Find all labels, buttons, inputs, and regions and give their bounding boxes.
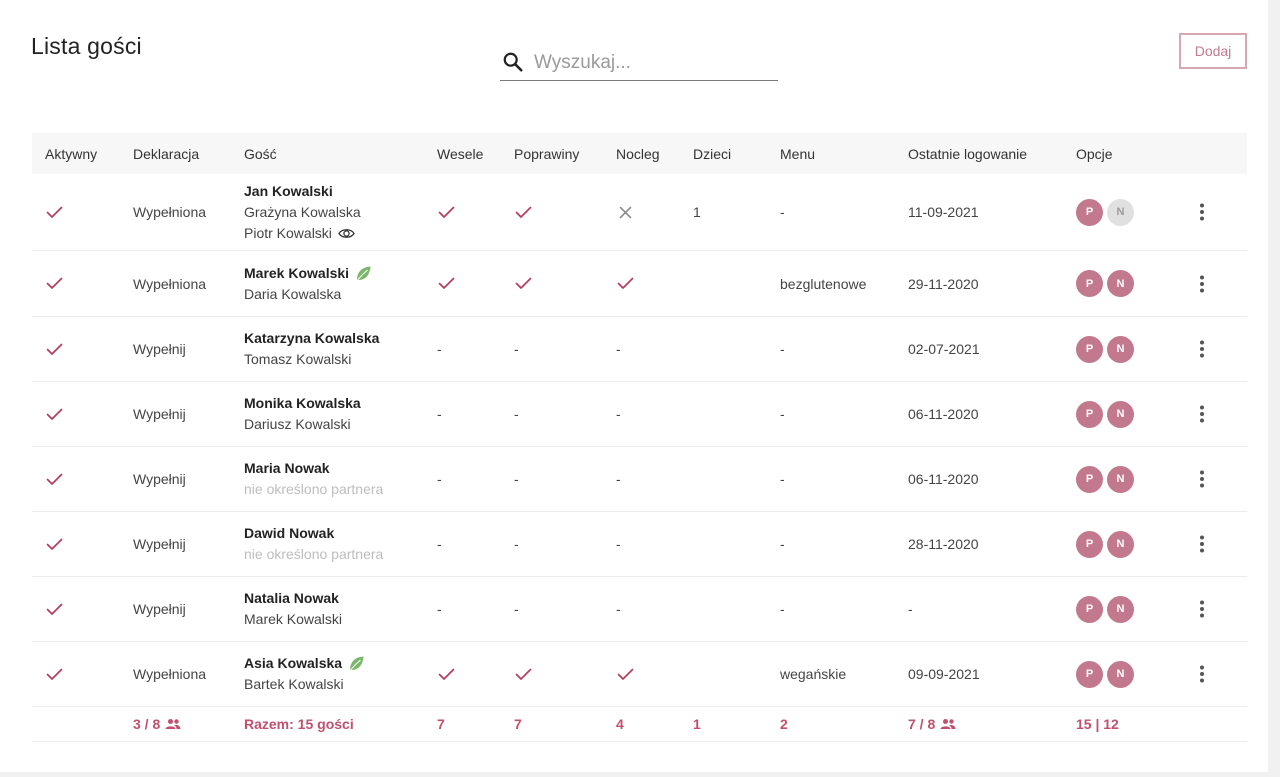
children-count: 1	[693, 204, 701, 220]
eye-icon[interactable]	[338, 225, 355, 242]
options-cell	[1076, 174, 1156, 250]
badge-p[interactable]: P	[1076, 531, 1103, 558]
table-row	[32, 512, 1247, 577]
child-line	[244, 223, 355, 244]
table-row	[32, 317, 1247, 382]
declaration-status: Wypełniona	[133, 666, 207, 682]
declaration-status[interactable]: Wypełnij	[133, 406, 186, 422]
header-active[interactable]: Aktywny	[45, 145, 98, 162]
options-cell	[1076, 512, 1156, 576]
guest-name[interactable]: Katarzyna Kowalska	[244, 330, 380, 346]
header-overnight[interactable]: Nocleg	[616, 145, 660, 162]
pop-cell	[514, 642, 594, 706]
active-cell	[45, 642, 105, 706]
badge-n[interactable]: N	[1107, 466, 1134, 493]
badge-p[interactable]: P	[1076, 401, 1103, 428]
children-count	[693, 382, 753, 446]
last-login-value: 06-11-2020	[908, 406, 979, 422]
table-row	[32, 251, 1247, 317]
header-wedding[interactable]: Wesele	[437, 145, 484, 162]
page-title: Lista gości	[31, 33, 142, 59]
partner-name: Grażyna Kowalska	[244, 203, 361, 220]
partner-name: nie określono partnera	[244, 546, 384, 562]
footer-afterparty: 7	[514, 716, 522, 732]
more-vertical-icon[interactable]	[1199, 600, 1205, 618]
declaration-status[interactable]: Wypełnij	[133, 536, 186, 552]
badge-p[interactable]: P	[1076, 199, 1103, 226]
menu-value: -	[780, 536, 785, 552]
check-icon	[515, 206, 532, 219]
declaration-status: Wypełniona	[133, 275, 207, 292]
footer-wedding: 7	[437, 716, 445, 732]
noc-cell	[616, 251, 676, 316]
people-icon	[165, 718, 181, 730]
badge-n[interactable]: N	[1107, 661, 1134, 688]
check-icon	[46, 206, 63, 219]
guest-name-line	[244, 328, 379, 349]
last-login-value: 02-07-2021	[908, 341, 980, 357]
guest-name-line	[244, 181, 333, 202]
more-vertical-icon[interactable]	[1199, 535, 1205, 553]
guest-name-line	[244, 523, 334, 544]
options-cell	[1076, 642, 1156, 706]
row-menu-button[interactable]	[1192, 382, 1212, 446]
search-box	[500, 46, 778, 81]
pop-cell: -	[514, 471, 519, 487]
menu-value: -	[780, 471, 785, 487]
wes-cell	[437, 642, 497, 706]
guest-cell	[244, 317, 429, 381]
children-count	[693, 512, 753, 576]
guest-name[interactable]: Dawid Nowak	[244, 525, 335, 541]
check-icon	[515, 668, 532, 681]
active-cell	[45, 317, 105, 381]
options-cell	[1076, 382, 1156, 446]
check-icon	[46, 538, 63, 551]
wes-cell: -	[437, 601, 442, 617]
footer-menu: 2	[780, 716, 788, 732]
partner-name: Bartek Kowalski	[244, 676, 344, 692]
noc-cell	[616, 174, 676, 250]
more-vertical-icon[interactable]	[1199, 405, 1205, 423]
last-login-value: -	[908, 601, 913, 617]
guest-name-line	[244, 393, 361, 414]
active-cell	[45, 174, 105, 250]
partner-name: nie określono partnera	[244, 481, 384, 497]
options-cell	[1076, 447, 1156, 511]
menu-value: -	[780, 601, 785, 617]
more-vertical-icon[interactable]	[1199, 275, 1205, 293]
guest-cell	[244, 382, 429, 446]
wes-cell	[437, 174, 497, 250]
footer-last-login	[908, 707, 1058, 741]
active-cell	[45, 577, 105, 641]
badge-p[interactable]: P	[1076, 270, 1103, 297]
guest-name[interactable]: Marek Kowalski	[244, 264, 350, 281]
row-menu-button[interactable]	[1192, 447, 1212, 511]
guest-name[interactable]: Natalia Nowak	[244, 590, 339, 606]
check-icon	[46, 277, 63, 290]
noc-cell	[616, 642, 676, 706]
partner-name: Tomasz Kowalski	[244, 351, 352, 367]
check-icon	[46, 668, 63, 681]
menu-value: -	[780, 406, 785, 422]
check-icon	[438, 277, 455, 290]
leaf-icon	[348, 655, 365, 672]
guest-cell	[244, 174, 429, 250]
row-menu-button[interactable]	[1192, 577, 1212, 641]
table-row	[32, 577, 1247, 642]
search-icon	[502, 51, 524, 73]
row-menu-button[interactable]	[1192, 642, 1212, 706]
footer-overnight: 4	[616, 716, 624, 732]
guest-name[interactable]: Asia Kowalska	[244, 655, 343, 671]
pop-cell: -	[514, 536, 519, 552]
noc-cell: -	[616, 536, 621, 552]
children-count	[693, 642, 753, 706]
wes-cell: -	[437, 471, 442, 487]
guest-name[interactable]: Jan Kowalski	[244, 182, 333, 199]
menu-value: bezglutenowe	[780, 275, 867, 292]
last-login-value: 29-11-2020	[908, 275, 979, 292]
active-cell	[45, 447, 105, 511]
check-icon	[46, 603, 63, 616]
partner-name: Marek Kowalski	[244, 611, 343, 627]
row-menu-button[interactable]	[1192, 174, 1212, 250]
menu-value: -	[780, 204, 785, 220]
footer-declaration-count: 3 / 8	[133, 716, 161, 732]
declaration-status: Wypełniona	[133, 204, 207, 220]
header-options: Opcje	[1076, 145, 1113, 162]
badge-n[interactable]: N	[1107, 270, 1134, 297]
check-icon	[515, 277, 532, 290]
options-cell	[1076, 317, 1156, 381]
guest-cell	[244, 447, 429, 511]
guest-cell	[244, 577, 429, 641]
options-cell	[1076, 577, 1156, 641]
table-row	[32, 382, 1247, 447]
children-count	[693, 251, 753, 316]
check-icon	[438, 206, 455, 219]
footer-last-login-count: 7 / 8	[908, 716, 936, 732]
noc-cell: -	[616, 341, 621, 357]
check-icon	[46, 408, 63, 421]
wes-cell: -	[437, 341, 442, 357]
people-icon	[940, 718, 956, 730]
header-last-login[interactable]: Ostatnie logowanie	[908, 145, 1028, 162]
table-body	[32, 174, 1247, 707]
footer-guest-total: Razem: 15 gości	[244, 716, 354, 732]
more-vertical-icon[interactable]	[1199, 203, 1205, 221]
guest-cell	[244, 251, 429, 316]
badge-p[interactable]: P	[1076, 596, 1103, 623]
row-menu-button[interactable]	[1192, 317, 1212, 381]
guest-name-line	[244, 458, 330, 479]
pop-cell: -	[514, 341, 519, 357]
badge-n[interactable]: N	[1107, 336, 1134, 363]
guest-name[interactable]: Monika Kowalska	[244, 395, 361, 411]
menu-value: wegańskie	[780, 666, 847, 682]
table-row	[32, 174, 1247, 251]
header-menu[interactable]: Menu	[780, 145, 816, 162]
wes-cell	[437, 251, 497, 316]
declaration-status[interactable]: Wypełnij	[133, 341, 186, 357]
badge-n[interactable]: N	[1107, 531, 1134, 558]
declaration-status[interactable]: Wypełnij	[133, 471, 186, 487]
cross-icon	[619, 206, 632, 219]
check-icon	[46, 473, 63, 486]
badge-p[interactable]: P	[1076, 336, 1103, 363]
guest-name[interactable]: Maria Nowak	[244, 460, 330, 476]
partner-name: Dariusz Kowalski	[244, 416, 351, 432]
badge-n[interactable]: N	[1107, 401, 1134, 428]
active-cell	[45, 251, 105, 316]
wes-cell: -	[437, 406, 442, 422]
last-login-value: 06-11-2020	[908, 471, 979, 487]
guest-cell	[244, 512, 429, 576]
partner-name: Daria Kowalska	[244, 285, 342, 302]
declaration-status[interactable]: Wypełnij	[133, 601, 186, 617]
active-cell	[45, 382, 105, 446]
footer-options: 15 | 12	[1076, 716, 1119, 732]
footer-children: 1	[693, 716, 701, 732]
more-vertical-icon[interactable]	[1199, 340, 1205, 358]
wes-cell: -	[437, 536, 442, 552]
last-login-value: 09-09-2021	[908, 666, 980, 682]
table-header	[32, 133, 1247, 174]
noc-cell: -	[616, 406, 621, 422]
guest-table	[32, 133, 1247, 742]
header-declaration[interactable]: Deklaracja	[133, 145, 200, 162]
check-icon	[438, 668, 455, 681]
pop-cell: -	[514, 601, 519, 617]
options-cell	[1076, 251, 1156, 316]
active-cell	[45, 512, 105, 576]
header-guest[interactable]: Gość	[244, 145, 277, 162]
last-login-value: 28-11-2020	[908, 536, 979, 552]
header-afterparty[interactable]: Poprawiny	[514, 145, 580, 162]
row-menu-button[interactable]	[1192, 251, 1212, 316]
guest-name-line	[244, 263, 372, 284]
pop-cell	[514, 174, 594, 250]
guest-name-line	[244, 588, 339, 609]
guest-name-line	[244, 653, 365, 674]
badge-p[interactable]: P	[1076, 466, 1103, 493]
noc-cell: -	[616, 601, 621, 617]
table-footer	[32, 707, 1247, 742]
check-icon	[617, 668, 634, 681]
last-login-value: 11-09-2021	[908, 204, 979, 220]
footer-declaration	[133, 707, 233, 741]
search-input[interactable]	[534, 48, 774, 78]
check-icon	[46, 343, 63, 356]
leaf-icon	[355, 265, 372, 282]
noc-cell: -	[616, 471, 621, 487]
more-vertical-icon[interactable]	[1199, 470, 1205, 488]
check-icon	[617, 277, 634, 290]
badge-n[interactable]: N	[1107, 596, 1134, 623]
add-guest-button[interactable]: Dodaj	[1179, 33, 1247, 69]
children-count	[693, 317, 753, 381]
more-vertical-icon[interactable]	[1199, 665, 1205, 683]
table-row	[32, 642, 1247, 707]
badge-p[interactable]: P	[1076, 661, 1103, 688]
table-row	[32, 447, 1247, 512]
pop-cell: -	[514, 406, 519, 422]
header-children[interactable]: Dzieci	[693, 145, 732, 162]
menu-value: -	[780, 341, 785, 357]
children-count	[693, 447, 753, 511]
child-name: Piotr Kowalski	[244, 224, 332, 241]
badge-n[interactable]: N	[1107, 199, 1134, 226]
pop-cell	[514, 251, 594, 316]
children-count	[693, 577, 753, 641]
guest-cell	[244, 642, 429, 706]
row-menu-button[interactable]	[1192, 512, 1212, 576]
